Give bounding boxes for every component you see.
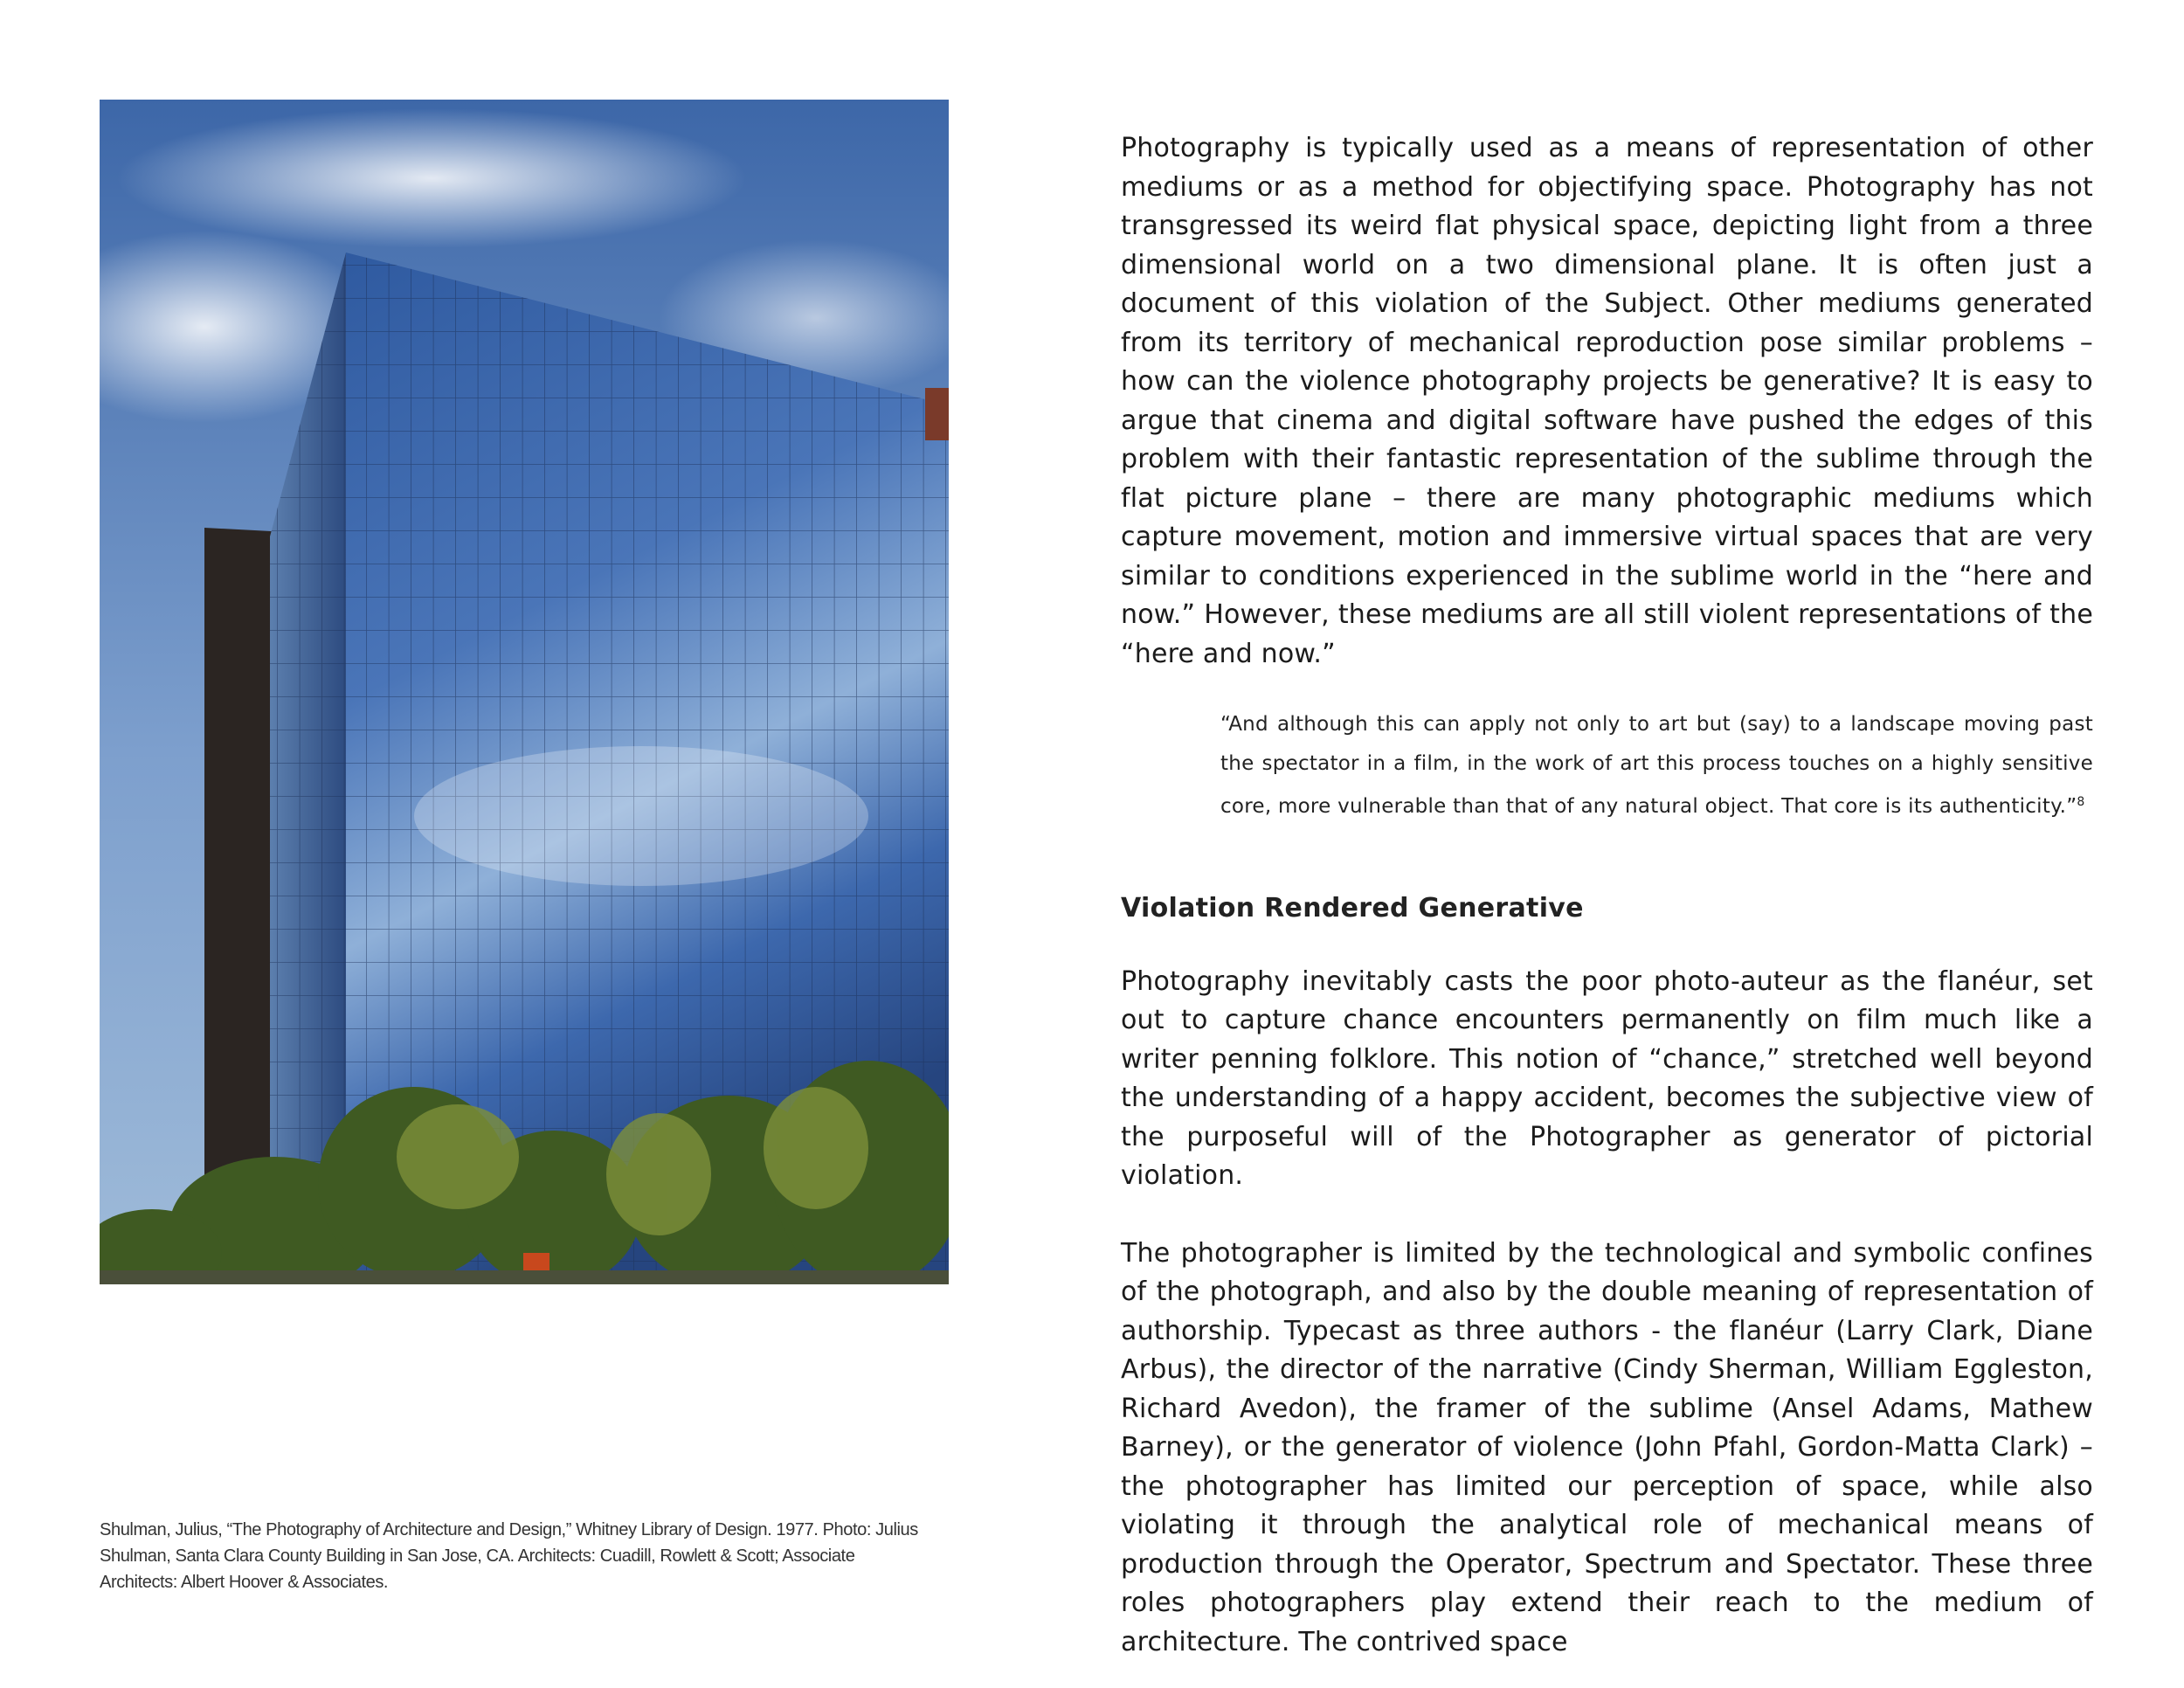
quote-text: “And although this can apply not only to art but (say) to a landscape moving past the spectator in a film, in the work of art this process touches on a highly sensitive core, more vulnerable than that of any natural object. That core is its authenticity.” <box>1220 713 2093 818</box>
text-column <box>1121 129 2093 1662</box>
paragraph-2: Photography inevitably casts the poor photo-auteur as the flanéur, set out to capture chance encounters permanently on film much like a writer penning folklore. This notion of “chance,” stretched well beyond the understanding of a happy accident, becomes the subjective view of the purposeful will of the Photographer as generator of pictorial violation. <box>1121 965 2093 1191</box>
paragraph-3: The photographer is limited by the technological and symbolic confines of the photograph, and also by the double meaning of representation of authorship. Typecast as three authors - the flanéur (Larry Clark, Diane Arbus), the director of the narrative (Cindy Sherman, William Eggleston, Richard Avedon), the framer of the sublime (Ansel Adams, Mathew Barney), or the generator of violence (John Pfahl, Gordon-Matta Clark) – the photographer has limited our perception of space, while also violating it through the analytical role of mechanical means of production through the Operator, Spectrum and Spectator. These three roles photographers play extend their reach to the medium of architecture. The contrived space <box>1121 1237 2093 1657</box>
photo-illustration <box>100 100 949 1284</box>
block-quote <box>1220 705 2093 827</box>
section-heading: Violation Rendered Generative <box>1121 892 1584 924</box>
building-photograph <box>100 100 949 1284</box>
footnote-marker: 8 <box>2077 795 2085 809</box>
photo-caption: Shulman, Julius, “The Photography of Architecture and Design,” Whitney Library of Design. 1977. Photo: Julius Shulman, Santa Clara County Building in San Jose, CA. Architects: Cuadill, Rowlett & Scott; Associate Architects: Albert Hoover & Associates. <box>100 1519 918 1592</box>
paragraph-1: Photography is typically used as a means of representation of other mediums or as a method for objectifying space. Photography has not transgressed its weird flat physical space, depicting light from a three dimensional world on a two dimensional plane. It is often just a document of this violation of the Subject. Other mediums generated from its territory of mechanical reproduction pose similar problems – how can the violence photography projects be generative? It is easy to argue that cinema and digital software have pushed the edges of this problem with their fantastic representation of the sublime through the flat picture plane – there are many photographic mediums which capture movement, motion and immersive virtual spaces that are very similar to conditions experienced in the sublime world in the “here and now.” However, these mediums are all still violent representations of the “here and now.” <box>1121 133 2093 669</box>
